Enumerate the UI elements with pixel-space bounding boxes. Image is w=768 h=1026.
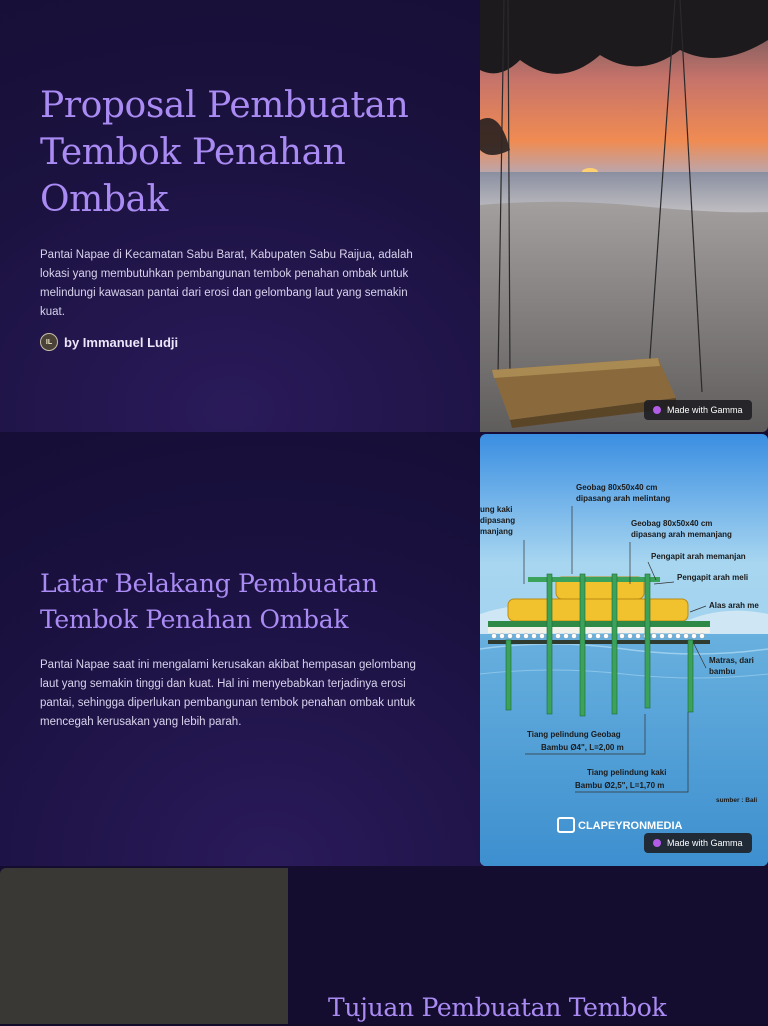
gamma-logo-icon [653,839,661,847]
beach-swing-illustration [480,0,768,432]
slide-image-placeholder [0,868,288,1024]
diagram-label: dipasang [480,516,516,525]
diagram-label: Alas arah me [709,601,759,610]
beach-swing-photo [480,0,768,432]
slide-intro-text: Pantai Napae di Kecamatan Sabu Barat, Kabupaten Sabu Raijua, adalah lokasi yang membutuhkan pembangunan tembok penahan ombak untuk melindungi kawasan pantai dari erosi dan gelombang laut yang semakin kuat. [40,249,413,318]
geobag-seawall-diagram [480,434,768,866]
diagram-label: Bambu Ø4", L=2,00 m [541,743,624,752]
diagram-label: Pengapit arah memanjan [651,552,746,561]
seawall-diagram-image [480,434,768,866]
slide-background-heading: Latar Belakang Pembuatan Tembok Penahan Ombak [40,569,378,634]
slide-title [0,0,768,432]
slide-objectives-heading: Tujuan Pembuatan Tembok [328,993,667,1022]
slide-title-heading: Proposal Pembuatan Tembok Penahan Ombak [40,85,409,220]
diagram-label: Pengapit arah meli [677,573,749,582]
diagram-label: ung kaki [480,505,513,514]
logo-text: CLAPEYRONMEDIA [578,820,683,832]
diagram-source: sumber : Bali [716,797,758,804]
badge-label: Made with Gamma [667,838,743,848]
author-byline [40,333,178,351]
diagram-label: Bambu Ø2,5", L=1,70 m [575,781,665,790]
badge-label: Made with Gamma [667,405,743,415]
diagram-label: Tiang pelindung Geobag [527,730,621,739]
author-name: by Immanuel Ludji [64,334,179,350]
diagram-label: dipasang arah memanjang [631,530,732,539]
gamma-logo-icon [653,406,661,414]
avatar: IL [40,333,58,351]
diagram-label: Matras, dari [709,656,754,665]
slide-background-text: Pantai Napae saat ini mengalami kerusakan akibat hempasan gelombang laut yang semakin tinggi dan kuat. Hal ini menyebabkan terjadinya erosi pantai, sehingga diperlukan pembangunan tembok penahan ombak untuk mencegah kerusakan yang lebih parah. [40,659,416,728]
diagram-label: dipasang arah melintang [576,494,671,503]
diagram-label: Geobag 80x50x40 cm [576,483,658,492]
diagram-label: manjang [480,527,513,536]
made-with-gamma-badge[interactable] [644,400,752,420]
diagram-label: Geobag 80x50x40 cm [631,519,713,528]
diagram-label: bambu [709,667,736,676]
made-with-gamma-badge[interactable] [644,833,752,853]
diagram-label: Tiang pelindung kaki [587,768,667,777]
